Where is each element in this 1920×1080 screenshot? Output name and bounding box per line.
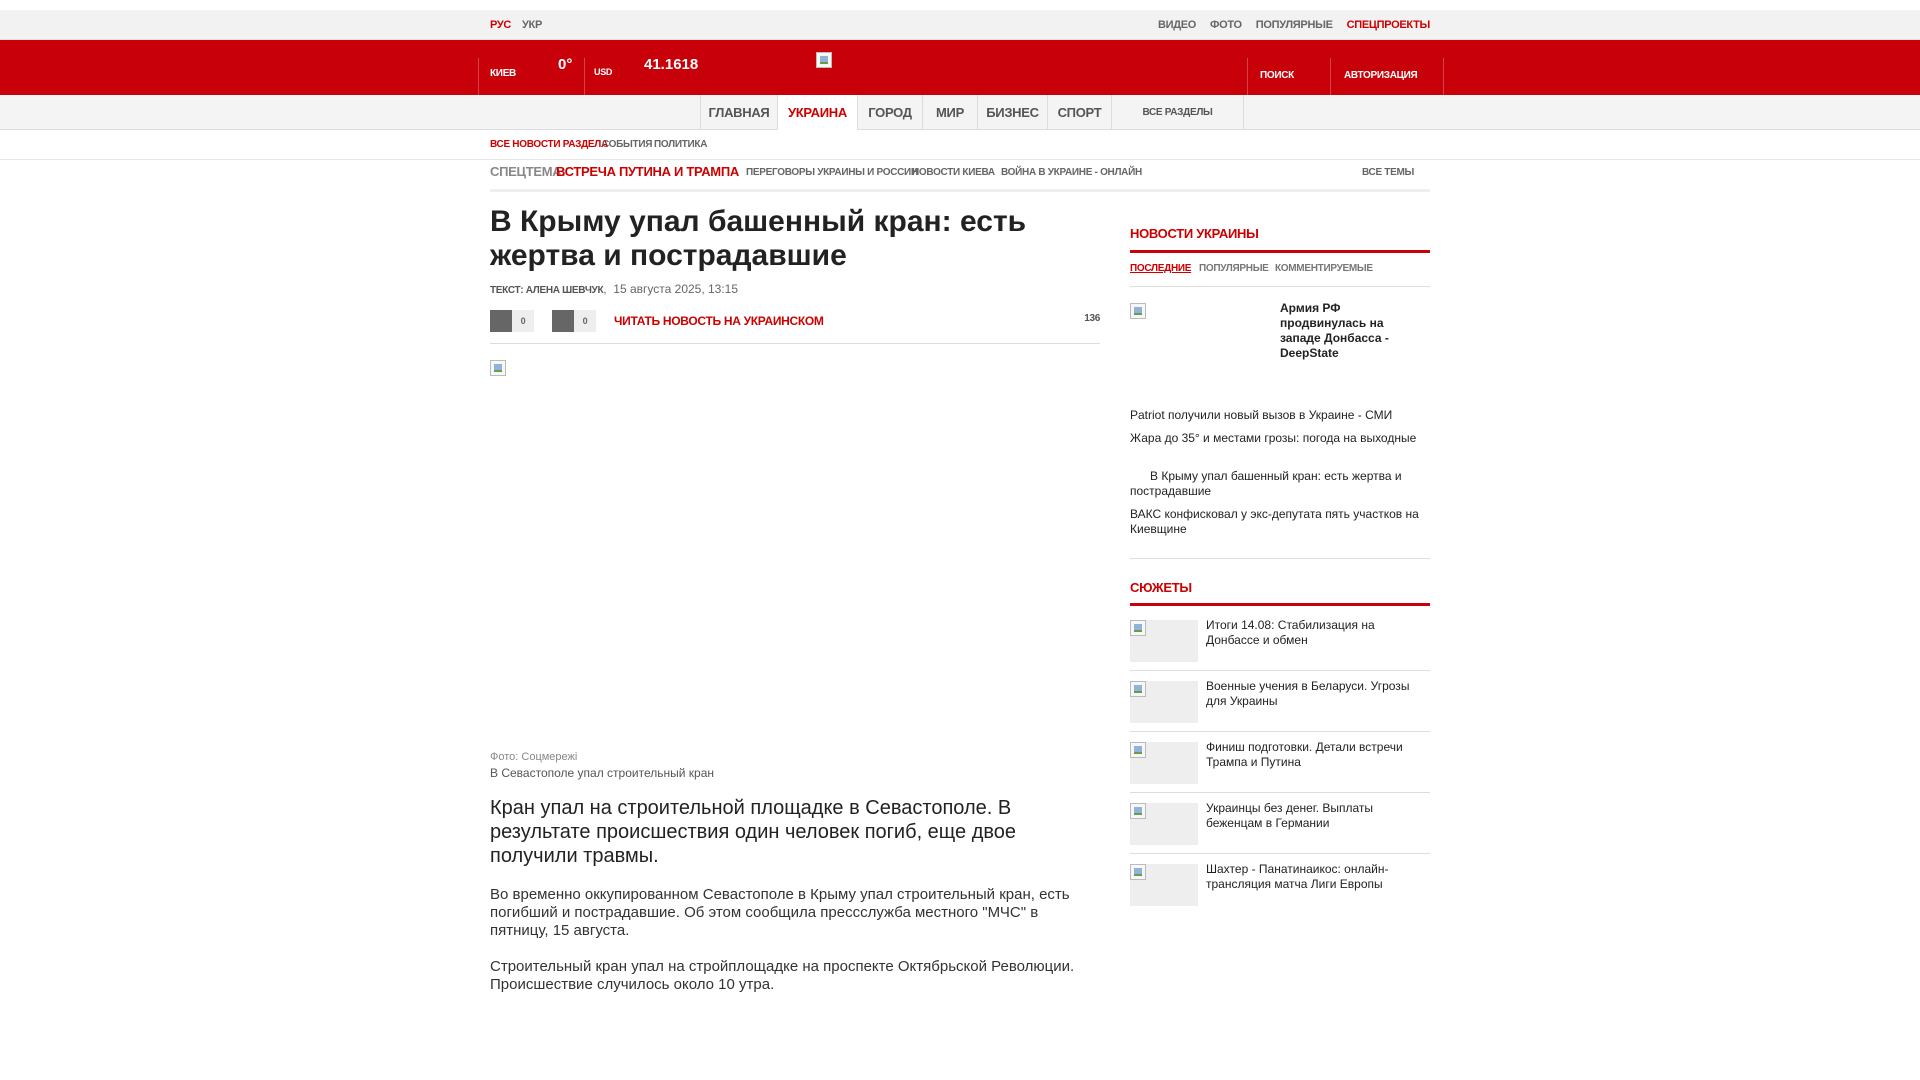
top-links <box>1158 19 1430 31</box>
site-logo[interactable] <box>816 32 832 87</box>
story-thumb <box>1130 864 1198 906</box>
story-image-icon <box>1130 742 1146 758</box>
news-item[interactable]: ВАКС конфисковал у экс-депутата пять участков на Киевщине <box>1130 507 1419 536</box>
heading-underline <box>1130 250 1430 253</box>
facebook-share-icon[interactable] <box>490 310 512 332</box>
story-image-icon <box>1130 620 1146 636</box>
top-strip <box>0 10 1920 40</box>
tab-popular[interactable]: ПОПУЛЯРНЫЕ <box>1199 263 1269 274</box>
story-item[interactable] <box>1130 671 1430 732</box>
nav-ukraine[interactable]: УКРАИНА <box>777 95 857 130</box>
views-count: 136 <box>1084 313 1100 324</box>
news-item[interactable]: Жара до 35° и местами грозы: погода на выходные <box>1130 431 1417 445</box>
read-in-ukrainian-link[interactable]: ЧИТАТЬ НОВОСТЬ НА УКРАИНСКОМ <box>614 314 824 328</box>
photo-link[interactable]: ФОТО <box>1210 19 1242 31</box>
article-paragraph: Во временно оккупированном Севастополе в Крыму упал строительный кран, есть погибший и пострадавшие. Об этом сообщила прессслужба местного "МЧС" в пятницу, 15 августа. <box>490 886 1070 939</box>
photo-credit: Фото: Соцмережі <box>490 751 578 763</box>
special-topic-label: СПЕЦТЕМА: <box>490 164 566 179</box>
logo-image-icon <box>816 52 832 68</box>
story-title[interactable]: Шахтер - Панатинаикос: онлайн-трансляция матча Лиги Европы <box>1206 862 1389 891</box>
all-topics-link[interactable]: ВСЕ ТЕМЫ <box>1362 167 1415 178</box>
article-photo <box>490 360 1100 745</box>
story-thumb <box>1130 681 1198 723</box>
special-topic-link[interactable]: ВСТРЕЧА ПУТИНА И ТРАМПА <box>556 164 739 179</box>
share-count: 0 <box>512 310 534 332</box>
divider <box>1330 58 1331 95</box>
story-item[interactable] <box>1130 854 1430 915</box>
news-item[interactable]: В Крыму упал башенный кран: есть жертва и пострадавшие <box>1130 469 1402 498</box>
share-bar <box>490 310 1100 344</box>
topic-link[interactable]: ПЕРЕГОВОРЫ УКРАИНЫ И РОССИИ <box>746 167 918 178</box>
news-image-icon <box>1130 303 1146 319</box>
main-nav <box>0 95 1920 130</box>
special-topic-bar <box>490 164 1430 192</box>
article-meta: ТЕКСТ: АЛЕНА ШЕВЧУК, 15 августа 2025, 13:15 <box>490 282 739 296</box>
currency-label: USD <box>594 66 613 77</box>
nav-all-sections[interactable]: ВСЕ РАЗДЕЛЫ <box>1111 95 1244 130</box>
photo-image-icon <box>490 360 506 376</box>
currency-rate: 41.1618 <box>644 56 699 73</box>
top-news-link[interactable]: Армия РФ продвинулась на западе Донбасса - DeepState <box>1280 301 1389 360</box>
story-title[interactable]: Финиш подготовки. Детали встречи Трампа и Путина <box>1206 740 1403 769</box>
story-thumb <box>1130 803 1198 845</box>
divider <box>1130 558 1430 559</box>
story-title[interactable]: Итоги 14.08: Стабилизация на Донбассе и обмен <box>1206 618 1375 647</box>
nav-business[interactable]: БИЗНЕС <box>977 95 1047 130</box>
tab-commented[interactable]: КОММЕНТИРУЕМЫЕ <box>1275 263 1373 274</box>
nav-city[interactable]: ГОРОД <box>857 95 922 130</box>
lang-ru-link[interactable]: РУС <box>490 19 512 31</box>
divider <box>584 58 585 95</box>
story-image-icon <box>1130 681 1146 697</box>
heading-underline <box>1130 603 1430 606</box>
story-image-icon <box>1130 864 1146 880</box>
story-thumb <box>1130 742 1198 784</box>
divider <box>478 58 479 95</box>
share-count: 0 <box>574 310 596 332</box>
topic-link[interactable]: ВОЙНА В УКРАИНЕ - ОНЛАЙН <box>1001 167 1142 178</box>
stories-heading[interactable]: СЮЖЕТЫ <box>1130 580 1192 595</box>
subnav-all-news[interactable]: ВСЕ НОВОСТИ РАЗДЕЛА <box>490 139 608 150</box>
story-item[interactable] <box>1130 793 1430 854</box>
lang-ua-link[interactable]: УКР <box>522 19 542 31</box>
divider <box>1247 58 1248 95</box>
topic-link[interactable]: НОВОСТИ КИЕВА <box>912 167 995 178</box>
story-thumb <box>1130 620 1198 662</box>
article-author[interactable]: ТЕКСТ: АЛЕНА ШЕВЧУК <box>490 285 604 296</box>
divider <box>1443 58 1444 95</box>
story-image-icon <box>1130 803 1146 819</box>
nav-home[interactable]: ГЛАВНАЯ <box>700 95 777 130</box>
video-link[interactable]: ВИДЕО <box>1157 19 1197 31</box>
divider <box>1130 286 1430 287</box>
news-item[interactable]: Patriot получили новый вызов в Украине - СМИ <box>1130 408 1393 422</box>
tab-latest[interactable]: ПОСЛЕДНИЕ <box>1130 263 1192 274</box>
temperature: 0° <box>558 56 573 73</box>
story-item[interactable] <box>1130 610 1430 671</box>
subnav-politics[interactable]: ПОЛИТИКА <box>654 139 708 150</box>
story-title[interactable]: Военные учения в Беларуси. Угрозы для Украины <box>1206 679 1410 708</box>
header-bar <box>0 40 1920 95</box>
article-lead: Кран упал на строительной площадке в Севастополе. В результате происшествия один человек погиб, еще двое получили травмы. <box>490 797 1017 867</box>
article-paragraph: Строительный кран упал на стройплощадке на проспекте Октябрьской Революции. Происшествие случилось около 10 утра. <box>490 958 1075 993</box>
photo-caption: В Севастополе упал строительный кран <box>490 766 715 780</box>
subnav-events[interactable]: СОБЫТИЯ <box>602 139 653 150</box>
auth-link[interactable]: АВТОРИЗАЦИЯ <box>1344 70 1418 81</box>
ukraine-news-heading[interactable]: НОВОСТИ УКРАИНЫ <box>1130 226 1259 241</box>
search-link[interactable]: ПОИСК <box>1260 70 1294 81</box>
nav-world[interactable]: МИР <box>922 95 977 130</box>
story-item[interactable] <box>1130 732 1430 793</box>
nav-sport[interactable]: СПОРТ <box>1047 95 1111 130</box>
article-date: 15 августа 2025, 13:15 <box>613 282 739 296</box>
section-subnav <box>0 130 1920 160</box>
special-projects-link[interactable]: СПЕЦПРОЕКТЫ <box>1346 19 1430 31</box>
popular-link[interactable]: ПОПУЛЯРНЫЕ <box>1255 19 1333 31</box>
city-label: КИЕВ <box>490 68 516 79</box>
story-title[interactable]: Украинцы без денег. Выплаты беженцам в Германии <box>1206 801 1374 830</box>
top-news-thumb[interactable] <box>1130 303 1146 319</box>
telegram-share-icon[interactable] <box>552 310 574 332</box>
article-title: В Крыму упал башенный кран: есть жертва и пострадавшие <box>490 205 1027 272</box>
